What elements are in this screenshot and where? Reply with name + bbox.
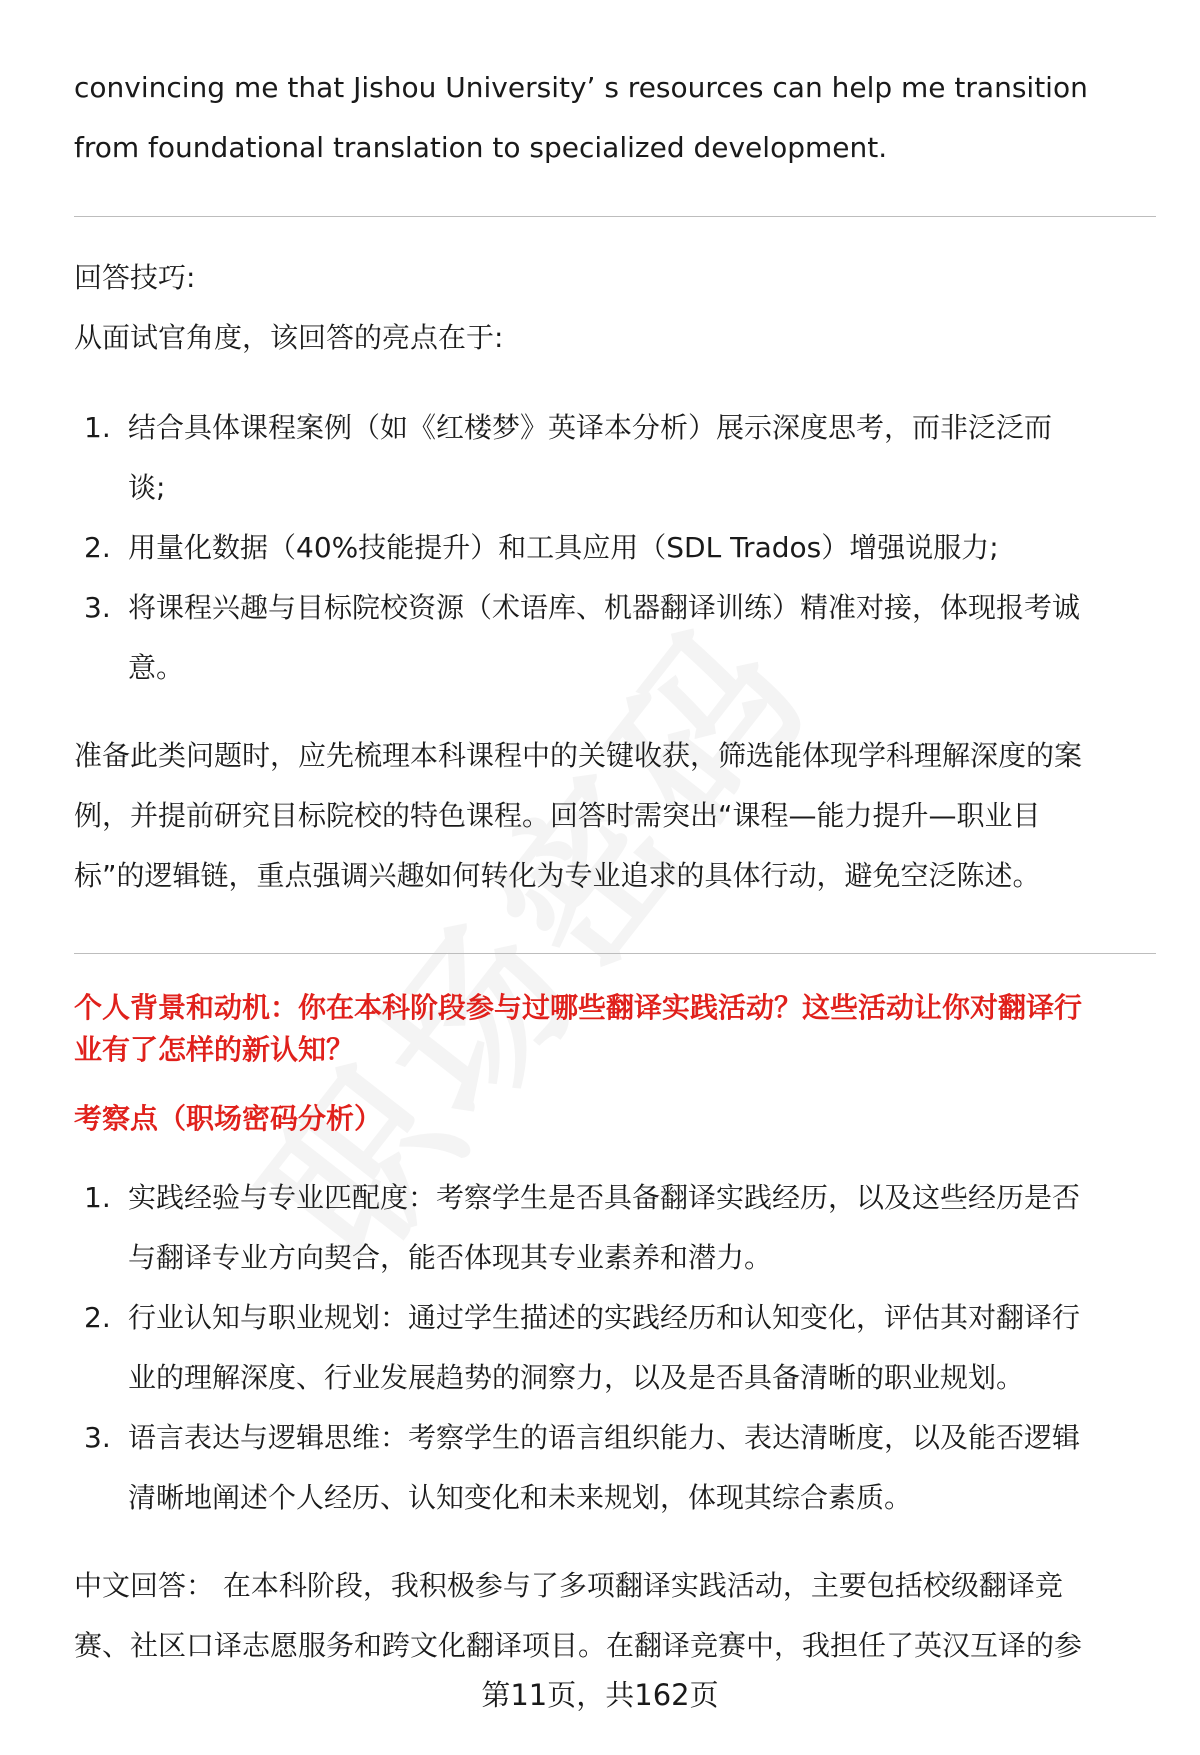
divider	[74, 216, 1156, 217]
list-number: 1.	[84, 1181, 111, 1214]
list-item	[74, 578, 1154, 698]
intro-line: from foundational translation to specialized development.	[74, 131, 888, 164]
list-item	[74, 1288, 1154, 1408]
list-number: 1.	[84, 411, 111, 444]
question-line: 个人背景和动机：你在本科阶段参与过哪些翻译实践活动？这些活动让你对翻译行	[74, 991, 1083, 1024]
list-item	[74, 1408, 1154, 1528]
answer-line: 中文回答： 在本科阶段，我积极参与了多项翻译实践活动，主要包括校级翻译竞	[74, 1569, 1063, 1602]
points-list	[74, 1168, 1154, 1528]
divider	[74, 953, 1156, 954]
list-number: 2.	[84, 531, 111, 564]
list-text: 谈;	[128, 471, 166, 504]
answer-line: 赛、社区口译志愿服务和跨文化翻译项目。在翻译竞赛中，我担任了英汉互译的参	[74, 1629, 1083, 1662]
question-line: 业有了怎样的新认知？	[74, 1033, 355, 1066]
list-text: 与翻译专业方向契合，能否体现其专业素养和潜力。	[128, 1241, 773, 1274]
prep-line: 准备此类问题时，应先梳理本科课程中的关键收获，筛选能体现学科理解深度的案	[74, 739, 1083, 772]
tips-list	[74, 398, 1154, 698]
list-text: 实践经验与专业匹配度：考察学生是否具备翻译实践经历，以及这些经历是否	[128, 1181, 1081, 1214]
prep-line: 标”的逻辑链，重点强调兴趣如何转化为专业追求的具体行动，避免空泛陈述。	[74, 859, 1041, 892]
list-text: 意。	[128, 651, 185, 684]
list-text: 业的理解深度、行业发展趋势的洞察力，以及是否具备清晰的职业规划。	[128, 1361, 1025, 1394]
list-text: 语言表达与逻辑思维：考察学生的语言组织能力、表达清晰度，以及能否逻辑	[128, 1421, 1081, 1454]
question-heading	[74, 987, 1154, 1071]
list-number: 2.	[84, 1301, 111, 1334]
intro-line: convincing me that Jishou University’ s resources can help me transition	[74, 71, 1088, 104]
prep-line: 例，并提前研究目标院校的特色课程。回答时需突出“课程—能力提升—职业目	[74, 799, 1041, 832]
list-number: 3.	[84, 591, 111, 624]
list-text: 结合具体课程案例（如《红楼梦》英译本分析）展示深度思考，而非泛泛而	[128, 411, 1053, 444]
page-footer: 第11页，共162页	[481, 1678, 719, 1712]
list-text: 清晰地阐述个人经历、认知变化和未来规划，体现其综合素质。	[128, 1481, 913, 1514]
list-item	[74, 398, 1154, 518]
list-item	[74, 518, 1154, 578]
answer-paragraph	[74, 1556, 1154, 1676]
list-text: 行业认知与职业规划：通过学生描述的实践经历和认知变化，评估其对翻译行	[128, 1301, 1081, 1334]
tips-label: 回答技巧:	[74, 261, 196, 294]
list-number: 3.	[84, 1421, 111, 1454]
intro-paragraph	[74, 58, 1154, 178]
points-heading: 考察点（职场密码分析）	[74, 1102, 383, 1135]
list-text: 将课程兴趣与目标院校资源（术语库、机器翻译训练）精准对接，体现报考诚	[128, 591, 1081, 624]
list-text: 用量化数据（40%技能提升）和工具应用（SDL Trados）增强说服力;	[128, 531, 999, 564]
tips-intro: 从面试官角度，该回答的亮点在于:	[74, 321, 504, 354]
list-item	[74, 1168, 1154, 1288]
prep-paragraph	[74, 726, 1154, 906]
